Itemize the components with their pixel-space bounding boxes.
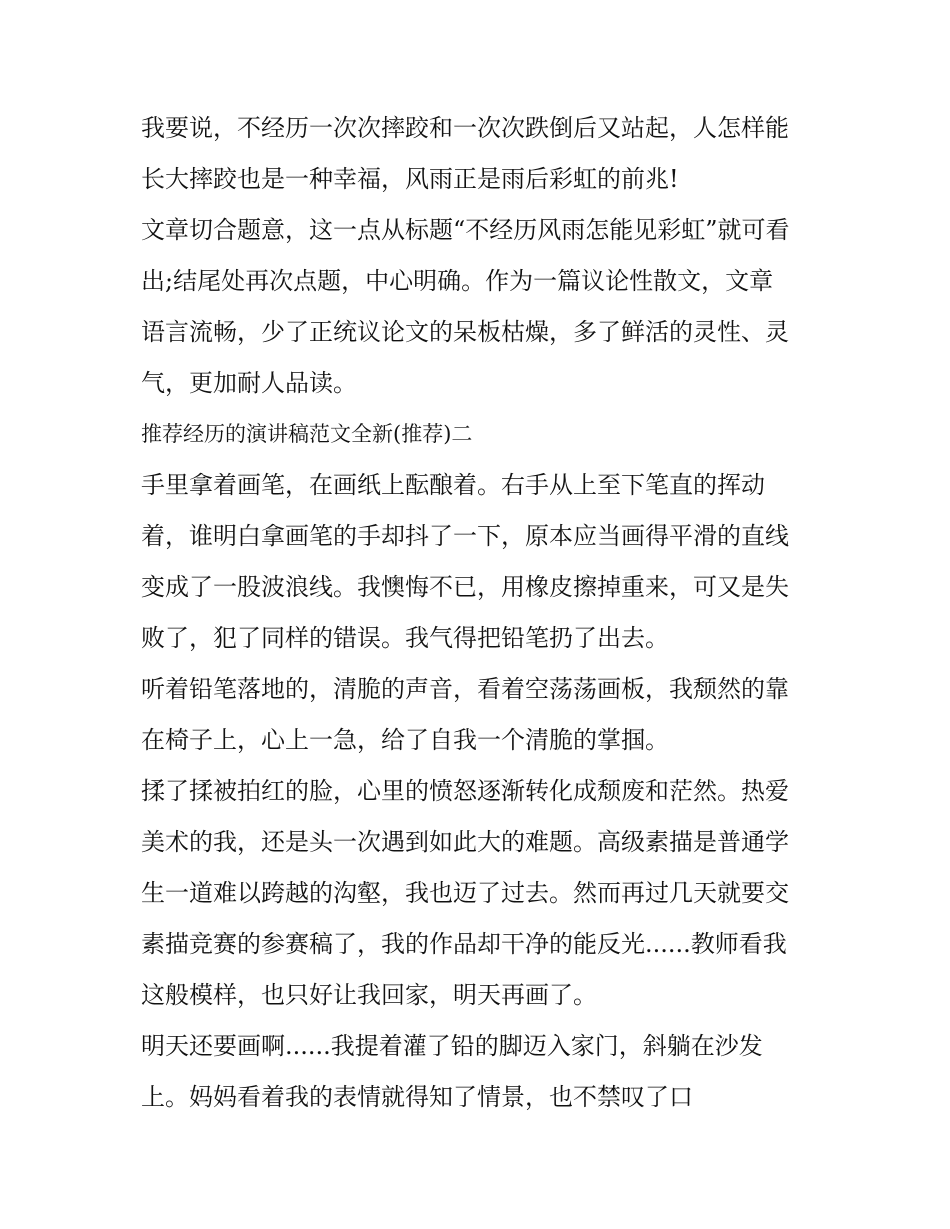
text-line-4: 出;结尾处再次点题，中心明确。作为一篇议论性散文，文章 xyxy=(141,267,774,295)
text-line-5: 语言流畅，少了正统议论文的呆板枯燥，多了鲜活的灵性、灵 xyxy=(141,318,789,346)
text-line-17: 素描竞赛的参赛稿了，我的作品却干净的能反光......教师看我 xyxy=(141,930,787,958)
text-line-14: 揉了揉被拍红的脸，心里的愤怒逐渐转化成颓废和茫然。热爱 xyxy=(141,777,789,805)
text-line-11: 败了，犯了同样的错误。我气得把铅笔扔了出去。 xyxy=(141,624,669,652)
text-line-10: 变成了一股波浪线。我懊悔不已，用橡皮擦掉重来，可又是失 xyxy=(141,573,789,601)
section-heading: 推荐经历的演讲稿范文全新(推荐)二 xyxy=(141,422,473,446)
text-line-18: 这般模样，也只好让我回家，明天再画了。 xyxy=(141,981,597,1009)
text-line-12: 听着铅笔落地的，清脆的声音，看着空荡荡画板，我颓然的靠 xyxy=(141,675,789,703)
text-line-8: 手里拿着画笔，在画纸上酝酿着。右手从上至下笔直的挥动 xyxy=(141,471,765,499)
text-line-1: 我要说，不经历一次次摔跤和一次次跌倒后又站起，人怎样能 xyxy=(141,114,789,142)
text-line-16: 生一道难以跨越的沟壑，我也迈了过去。然而再过几天就要交 xyxy=(141,879,789,907)
text-line-2: 长大摔跤也是一种幸福，风雨正是雨后彩虹的前兆! xyxy=(141,165,679,193)
text-line-9: 着，谁明白拿画笔的手却抖了一下，原本应当画得平滑的直线 xyxy=(141,522,789,550)
text-line-3: 文章切合题意，这一点从标题“不经历风雨怎能见彩虹”就可看 xyxy=(141,216,790,244)
text-line-6: 气，更加耐人品读。 xyxy=(141,369,357,397)
text-line-19: 明天还要画啊......我提着灌了铅的脚迈入家门，斜躺在沙发 xyxy=(141,1032,763,1060)
text-line-15: 美术的我，还是头一次遇到如此大的难题。高级素描是普通学 xyxy=(141,828,789,856)
text-line-13: 在椅子上，心上一急，给了自我一个清脆的掌掴。 xyxy=(141,726,669,754)
document-body xyxy=(141,103,831,1123)
text-line-20: 上。妈妈看着我的表情就得知了情景，也不禁叹了口 xyxy=(141,1083,693,1111)
